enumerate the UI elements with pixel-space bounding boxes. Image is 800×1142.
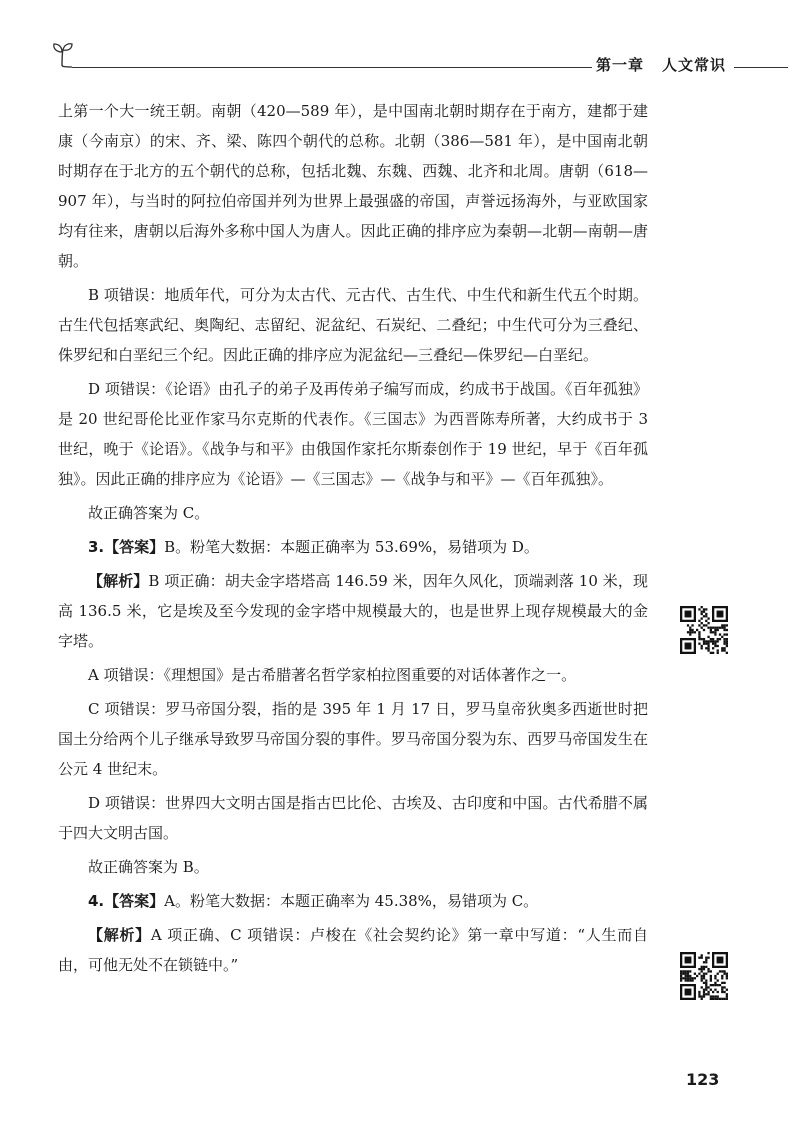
qr-code-icon[interactable] — [680, 952, 728, 1000]
page-body — [58, 96, 648, 984]
paragraph: D 项错误：《论语》由孔子的弟子及再传弟子编写而成，约成书于战国。《百年孤独》是 20 世纪哥伦比亚作家马尔克斯的代表作。《三国志》为西晋陈寿所著，大约成书于 3 世纪，晚于《论语》。《战争与和平》由俄国作家托尔斯泰创作于 19 世纪，早于《百年孤独》。因此正确的排序应为《论语》—《三国志》—《战争与和平》—《百年孤独》。 — [58, 380, 648, 488]
answer-text: B。粉笔大数据：本题正确率为 53.69%，易错项为 D。 — [164, 538, 539, 556]
answer-text: A。粉笔大数据：本题正确率为 45.38%，易错项为 C。 — [164, 892, 539, 910]
section-title: 人文常识 — [662, 56, 727, 74]
analysis-tag: 【解析】 — [88, 926, 151, 944]
answer-paragraph — [58, 532, 648, 562]
answer-tag: 4.【答案】 — [88, 892, 165, 910]
analysis-paragraph — [58, 920, 648, 980]
qr-code-icon[interactable] — [680, 606, 728, 654]
answer-tag: 3.【答案】 — [88, 538, 165, 556]
header-rule-right — [734, 67, 788, 68]
analysis-paragraph — [58, 566, 648, 656]
page-number: 123 — [686, 1070, 720, 1089]
chapter-number: 第一章 — [596, 56, 645, 74]
page-header — [50, 40, 788, 76]
answer-paragraph — [58, 886, 648, 916]
paragraph: D 项错误：世界四大文明古国是指古巴比伦、古埃及、古印度和中国。古代希腊不属于四大文明古国。 — [58, 794, 648, 842]
paragraph: 故正确答案为 B。 — [88, 858, 209, 876]
analysis-text: B 项正确：胡夫金字塔塔高 146.59 米，因年久风化，顶端剥落 10 米，现高 136.5 米，它是埃及至今发现的金字塔中规模最大的，也是世界上现存规模最大的金字塔。 — [58, 572, 648, 650]
paragraph: 上第一个大一统王朝。南朝（420—589 年），是中国南北朝时期存在于南方，建都于建康（今南京）的宋、齐、梁、陈四个朝代的总称。北朝（386—581 年），是中国南北朝时期存在于北方的五个朝代的总称，包括北魏、东魏、西魏、北齐和北周。唐朝（618—907 年），与当时的阿拉伯帝国并列为世界上最强盛的帝国，声誉远扬海外，与亚欧国家均有往来，唐朝以后海外多称中国人为唐人。因此正确的排序应为秦朝—北朝—南朝—唐朝。 — [58, 102, 648, 270]
analysis-tag: 【解析】 — [88, 572, 149, 590]
leaf-icon — [50, 40, 76, 68]
paragraph: 故正确答案为 C。 — [88, 504, 210, 522]
paragraph: A 项错误：《理想国》是古希腊著名哲学家柏拉图重要的对话体著作之一。 — [88, 666, 577, 684]
paragraph: C 项错误：罗马帝国分裂，指的是 395 年 1 月 17 日，罗马皇帝狄奥多西逝世时把国土分给两个儿子继承导致罗马帝国分裂的事件。罗马帝国分裂为东、西罗马帝国发生在公元 4 世纪末。 — [58, 700, 648, 778]
header-rule — [72, 67, 632, 68]
analysis-text: A 项正确、C 项错误：卢梭在《社会契约论》第一章中写道：“人生而自由，可他无处不在锁链中。” — [58, 926, 648, 974]
chapter-title — [592, 54, 730, 75]
paragraph: B 项错误：地质年代，可分为太古代、元古代、古生代、中生代和新生代五个时期。古生代包括寒武纪、奥陶纪、志留纪、泥盆纪、石炭纪、二叠纪；中生代可分为三叠纪、侏罗纪和白垩纪三个纪。因此正确的排序应为泥盆纪—三叠纪—侏罗纪—白垩纪。 — [58, 286, 648, 364]
